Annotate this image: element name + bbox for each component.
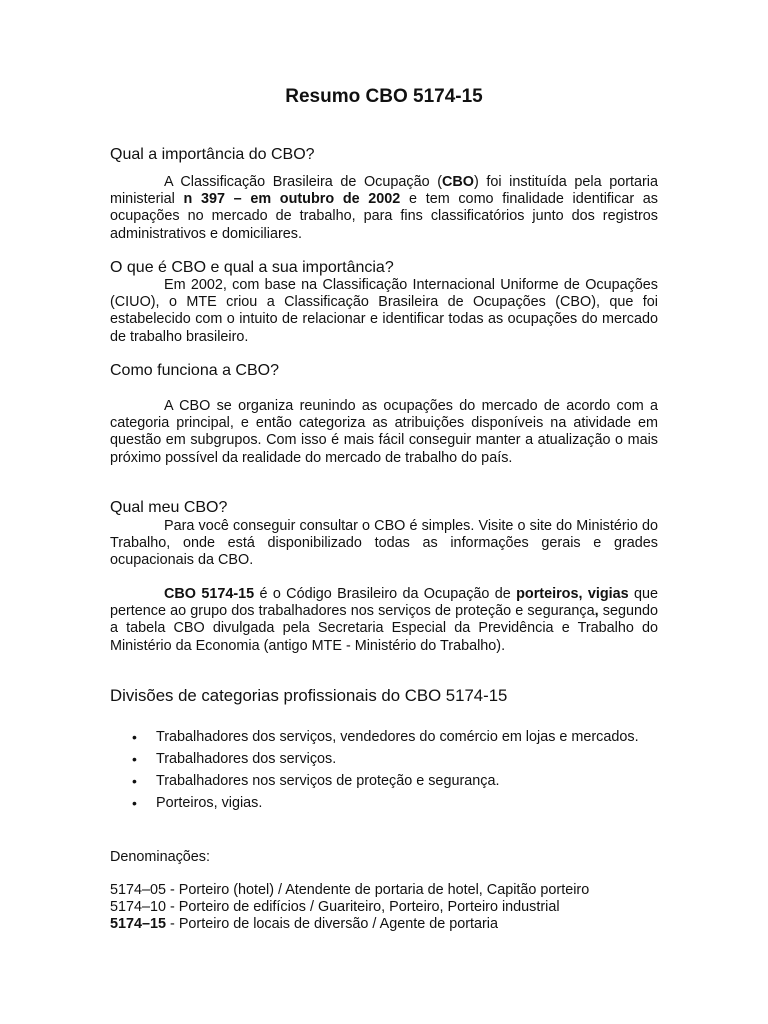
denominacao-line: 5174–10 - Porteiro de edifícios / Guariteiro, Porteiro, Porteiro industrial <box>110 899 560 915</box>
heading-o-que-e-cbo: O que é CBO e qual a sua importância? <box>110 259 394 276</box>
list-item: • Porteiros, vigias. <box>110 792 658 814</box>
paragraph-qual-meu-cbo: Para você conseguir consultar o CBO é simples. Visite o site do Ministério do Trabalho, onde está disponibilizado todas as informações gerais e grades ocupacionais da CBO. <box>110 518 658 569</box>
paragraph-como-funciona: A CBO se organiza reunindo as ocupações do mercado de acordo com a categoria principal, e então categoriza as atribuições disponíveis na atividade em questão em subgrupos. Com isso é mais fácil conseguir manter a atualização o mais próximo possível da realidade do mercado de trabalho do país. <box>110 398 658 466</box>
heading-divisoes: Divisões de categorias profissionais do CBO 5174-15 <box>110 686 508 705</box>
heading-qual-meu-cbo: Qual meu CBO? <box>110 499 228 516</box>
heading-como-funciona: Como funciona a CBO? <box>110 362 279 379</box>
bullet-icon: • <box>132 751 137 767</box>
paragraph-o-que-e-cbo: Em 2002, com base na Classificação Internacional Uniforme de Ocupações (CIUO), o MTE criou a Classificação Brasileira de Ocupações (CBO), que foi estabelecido com o intuito de relacionar e identificar todas as ocupações do mercado de trabalho brasileiro. <box>110 277 658 345</box>
heading-importancia: Qual a importância do CBO? <box>110 146 315 163</box>
paragraph-importancia: A Classificação Brasileira de Ocupação (CBO) foi instituída pela portaria ministerial n 397 – em outubro de 2002 e tem como finalidade identificar as ocupações no mercado de trabalho, para fins classificatórios junto dos registros administrativos e domiciliares. <box>110 174 659 242</box>
denominacoes-label: Denominações: <box>110 849 210 865</box>
paragraph-cbo-5174-15: CBO 5174-15 é o Código Brasileiro da Ocupação de porteiros, vigias que pertence ao grupo dos trabalhadores nos serviços de proteção e segurança, segundo a tabela CBO divulgada pela Secretaria Especial da Previdência e Trabalho do Ministério da Economia (antigo MTE - Ministério do Trabalho). <box>110 586 658 654</box>
denominacao-line: 5174–15 - Porteiro de locais de diversão / Agente de portaria <box>110 916 499 932</box>
denominacao-line: 5174–05 - Porteiro (hotel) / Atendente de portaria de hotel, Capitão porteiro <box>110 882 590 898</box>
list-item: • Trabalhadores dos serviços. <box>110 748 658 770</box>
list-item: • Trabalhadores nos serviços de proteção e segurança. <box>110 770 658 792</box>
document-title: Resumo CBO 5174-15 <box>285 86 483 107</box>
bullet-icon: • <box>132 795 137 811</box>
categories-list <box>110 726 658 814</box>
list-item: • Trabalhadores dos serviços, vendedores do comércio em lojas e mercados. <box>110 726 658 748</box>
bullet-icon: • <box>132 773 137 789</box>
bullet-icon: • <box>132 729 137 745</box>
